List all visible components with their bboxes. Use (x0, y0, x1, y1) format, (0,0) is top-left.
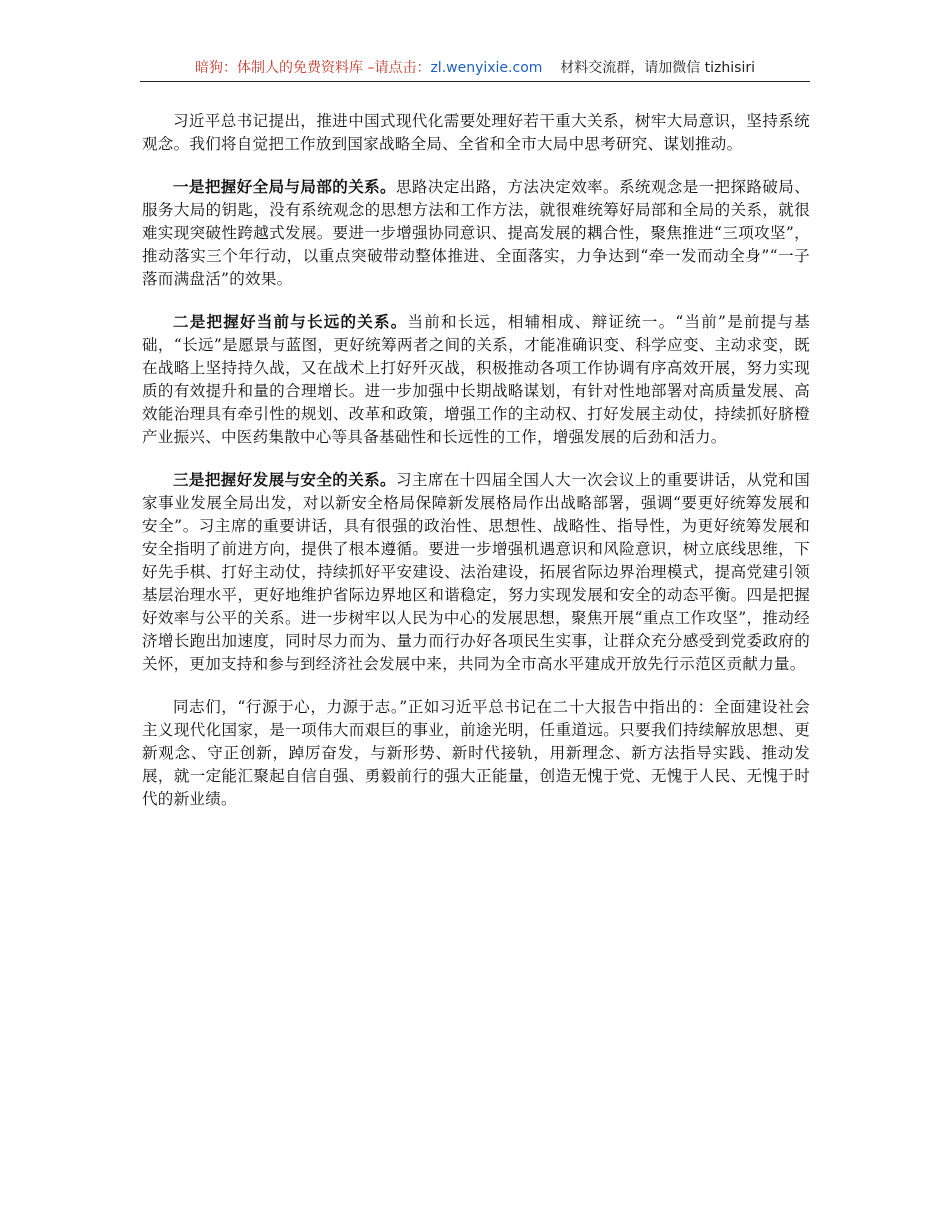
paragraph-intro (142, 110, 810, 156)
paragraph-text: 当前和长远，相辅相成、辩证统一。“当前”是前提与基础，“长远”是愿景与蓝图，更好统筹两者之间的关系，才能准确识变、科学应变、主动求变，既在战略上坚持持久战，又在战术上打好歼灭战，积极推动各项工作协调有序高效开展，努力实现质的有效提升和量的合理增长。进一步加强中长期战略谋划，有针对性地部署对高质量发展、高效能治理具有牵引性的规划、改革和政策，增强工作的主动权、打好发展主动仗，持续抓好脐橙产业振兴、中医药集散中心等具备基础性和长远性的工作，增强发展的后劲和活力。 (142, 313, 811, 446)
paragraph-closing (142, 696, 810, 811)
paragraph-text: 思路决定出路，方法决定效率。系统观念是一把探路破局、服务大局的钥匙，没有系统观念的思想方法和工作方法，就很难统筹好局部和全局的关系，就很难实现突破性跨越式发展。要进一步增强协同意识、提高发展的耦合性，聚焦推进“三项攻坚”，推动落实三个年行动，以重点突破带动整体推进、全面落实，力争达到“牵一发而动全身”“一子落而满盘活”的效果。 (142, 178, 810, 288)
paragraph-heading: 一是把握好全局与局部的关系。 (173, 178, 396, 196)
paragraph-heading: 三是把握好发展与安全的关系。 (173, 471, 396, 489)
header-contact: 材料交流群，请加微信 tizhisiri (560, 60, 755, 76)
paragraph-whole-and-part (142, 176, 810, 291)
paragraph-text: 习主席在十四届全国人大一次会议上的重要讲话，从党和国家事业发展全局出发，对以新安全格局保障新发展格局作出战略部署，强调“要更好统筹发展和安全”。习主席的重要讲话，具有很强的政治性、思想性、战略性、指导性，为更好统筹发展和安全指明了前进方向，提供了根本遵循。要进一步增强机遇意识和风险意识，树立底线思维，下好先手棋、打好主动仗，持续抓好平安建设、法治建设，拓展省际边界治理模式，提高党建引领基层治理水平，更好地维护省际边界地区和谐稳定，努力实现发展和安全的动态平衡。四是把握好效率与公平的关系。进一步树牢以人民为中心的发展思想，聚焦开展“重点工作攻坚”，推动经济增长跑出加速度，同时尽力而为、量力而行办好各项民生实事，让群众充分感受到党委政府的关怀，更加支持和参与到经济社会发展中来，共同为全市高水平建成开放先行示范区贡献力量。 (142, 471, 810, 673)
header-brand: 暗狗：体制人的免费资料库 (195, 60, 363, 76)
paragraph-development-and-security (142, 469, 810, 676)
paragraph-text: 习近平总书记提出，推进中国式现代化需要处理好若干重大关系，树牢大局意识，坚持系统观念。我们将自觉把工作放到国家战略全局、全省和全市大局中思考研究、谋划推动。 (142, 112, 810, 153)
header-separator: – (363, 60, 375, 76)
header-link[interactable]: zl.wenyixie.com (430, 60, 543, 76)
header-prompt: 请点击： (374, 60, 431, 76)
page-header (140, 55, 810, 82)
paragraph-heading: 二是把握好当前与长远的关系。 (173, 313, 408, 331)
paragraph-present-and-future (142, 311, 810, 449)
paragraph-text: 同志们，“行源于心，力源于志。”正如习近平总书记在二十大报告中指出的：全面建设社会主义现代化国家，是一项伟大而艰巨的事业，前途光明，任重道远。只要我们持续解放思想、更新观念、守正创新，踔厉奋发，与新形势、新时代接轨，用新理念、新方法指导实践、推动发展，就一定能汇聚起自信自强、勇毅前行的强大正能量，创造无愧于党、无愧于人民、无愧于时代的新业绩。 (142, 698, 810, 808)
document-body (142, 110, 810, 831)
